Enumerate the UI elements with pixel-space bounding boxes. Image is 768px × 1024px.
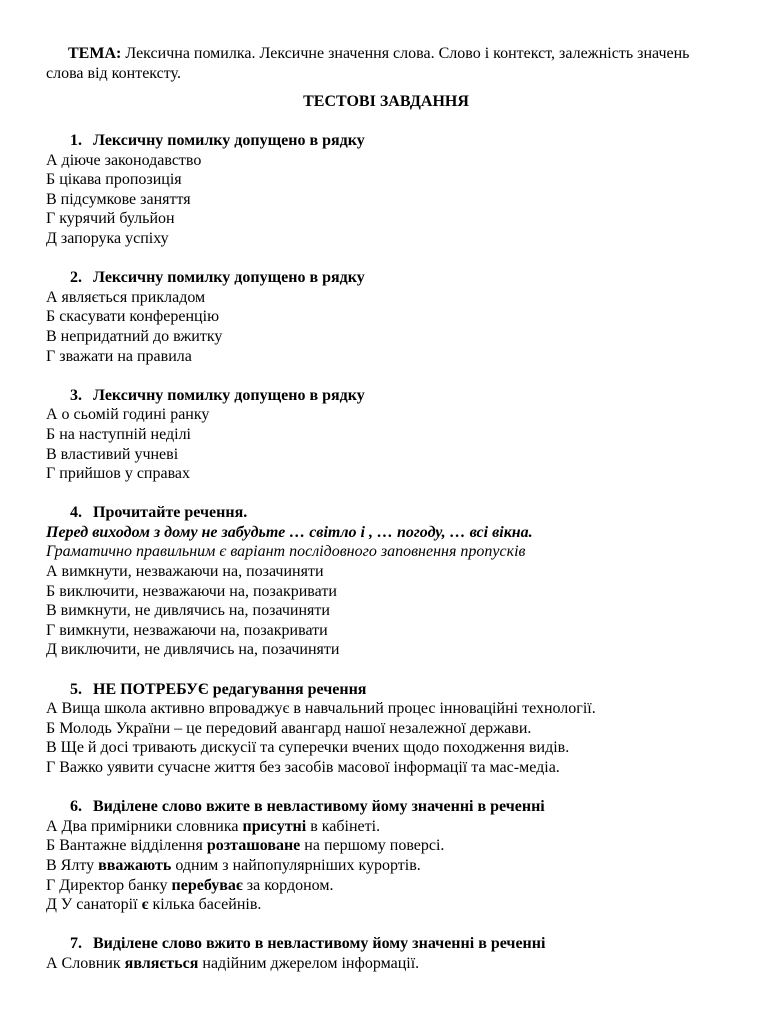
- answer-option: [46, 817, 726, 837]
- option-text: за кордоном.: [242, 876, 334, 894]
- question-number: 5.: [70, 680, 82, 698]
- question-text: Виділене слово вжите в невластивому йому значенні в реченні: [93, 798, 545, 816]
- spacer: [46, 915, 726, 935]
- answer-option: Г зважати на правила: [46, 347, 192, 365]
- question-number: 7.: [70, 935, 82, 953]
- option-text: одним з найпопулярніших курортів.: [171, 856, 421, 874]
- question-title: [46, 131, 726, 151]
- option-text: Г Директор банку: [46, 876, 172, 894]
- option-text: в кабінеті.: [306, 817, 381, 835]
- answer-option: А Вища школа активно впроваджує в навчальний процес інноваційні технології.: [46, 700, 596, 718]
- option-text: А Словник: [46, 954, 125, 972]
- question-text: Прочитайте речення.: [93, 504, 248, 522]
- option-text: кілька басейнів.: [148, 896, 262, 914]
- question-6: [46, 797, 726, 915]
- option-text: А Два примірники словника: [46, 817, 243, 835]
- question-5: [46, 680, 726, 778]
- answer-option: А являється прикладом: [46, 288, 206, 306]
- spacer: [46, 778, 726, 798]
- question-title: [46, 680, 726, 700]
- answer-option: [46, 954, 726, 974]
- answer-option: Б на наступній неділі: [46, 425, 191, 443]
- answer-option: А діюче законодавство: [46, 151, 202, 169]
- answer-option: Б цікава пропозиція: [46, 171, 182, 189]
- question-sentence: Перед виходом з дому не забудьте … світло і , … погоду, … всі вікна.: [46, 523, 533, 541]
- topic-text: Лексична помилка. Лексичне значення слова. Слово і контекст, залежність значень слова від контексту.: [46, 45, 690, 82]
- question-text: Лексичну помилку допущено в рядку: [93, 132, 365, 149]
- question-title: [46, 386, 726, 406]
- answer-option: [46, 876, 726, 896]
- answer-option: Б Молодь України – це передовий авангард нашої незалежної держави.: [46, 719, 532, 737]
- topic-label: ТЕМА:: [68, 45, 122, 62]
- highlighted-word: присутні: [242, 817, 307, 835]
- answer-option: Г курячий бульйон: [46, 210, 175, 228]
- question-title: [46, 268, 726, 288]
- answer-option: Г прийшов у справах: [46, 465, 191, 483]
- topic-paragraph: [46, 44, 726, 84]
- answer-option: Д виключити, не дивлячись на, позачиняти: [46, 641, 340, 659]
- question-7: [46, 934, 726, 973]
- answer-option: Б скасувати конференцію: [46, 308, 220, 326]
- question-1: [46, 131, 726, 249]
- question-number: 4.: [70, 504, 82, 522]
- question-number: 3.: [70, 386, 82, 404]
- question-instruction: Граматично правильним є варіант послідовного заповнення пропусків: [46, 543, 526, 561]
- answer-option: Г Важко уявити сучасне життя без засобів масової інформації та мас-медіа.: [46, 759, 560, 776]
- highlighted-word: вважають: [98, 856, 172, 874]
- answer-option: В непридатний до вжитку: [46, 327, 223, 345]
- answer-option: Г вимкнути, незважаючи на, позакривати: [46, 621, 328, 639]
- question-title: [46, 934, 726, 954]
- highlighted-word: являється: [124, 954, 199, 972]
- answer-option: [46, 895, 726, 915]
- section-heading: ТЕСТОВІ ЗАВДАННЯ: [303, 93, 469, 110]
- question-number: 1.: [70, 132, 82, 149]
- highlighted-word: є: [141, 896, 149, 914]
- question-number: 2.: [70, 269, 82, 287]
- question-title: [46, 797, 726, 817]
- question-text: Лексичну помилку допущено в рядку: [93, 386, 365, 404]
- question-4: [46, 503, 726, 660]
- spacer: [46, 249, 726, 269]
- document-page: [46, 44, 726, 974]
- answer-option: В Ще й досі тривають дискусії та суперечки вчених щодо походження видів.: [46, 739, 570, 757]
- question-text: НЕ ПОТРЕБУЄ редагування речення: [93, 680, 367, 698]
- option-text: Д У санаторії: [46, 896, 142, 914]
- option-text: В Ялту: [46, 856, 99, 874]
- spacer: [46, 366, 726, 386]
- answer-option: А вимкнути, незважаючи на, позачиняти: [46, 563, 324, 581]
- answer-option: В вимкнути, не дивлячись на, позачиняти: [46, 602, 330, 620]
- answer-option: А о сьомій годині ранку: [46, 406, 210, 424]
- answer-option: В підсумкове заняття: [46, 190, 191, 208]
- answer-option: В властивий учневі: [46, 445, 179, 463]
- answer-option: [46, 836, 726, 856]
- question-2: [46, 268, 726, 366]
- spacer: [46, 484, 726, 504]
- answer-option: [46, 856, 726, 876]
- question-text: Лексичну помилку допущено в рядку: [93, 269, 365, 287]
- highlighted-word: розташоване: [206, 837, 301, 855]
- option-text: надійним джерелом інформації.: [198, 954, 420, 972]
- answer-option: Б виключити, незважаючи на, позакривати: [46, 582, 337, 600]
- question-text: Виділене слово вжито в невластивому йому значенні в реченні: [93, 935, 546, 953]
- option-text: Б Вантажне відділення: [46, 837, 207, 855]
- highlighted-word: перебуває: [171, 876, 243, 894]
- option-text: на першому поверсі.: [300, 837, 445, 855]
- answer-option: Д запорука успіху: [46, 229, 169, 247]
- spacer: [46, 660, 726, 680]
- question-number: 6.: [70, 798, 82, 816]
- question-title: [46, 503, 726, 523]
- question-3: [46, 386, 726, 484]
